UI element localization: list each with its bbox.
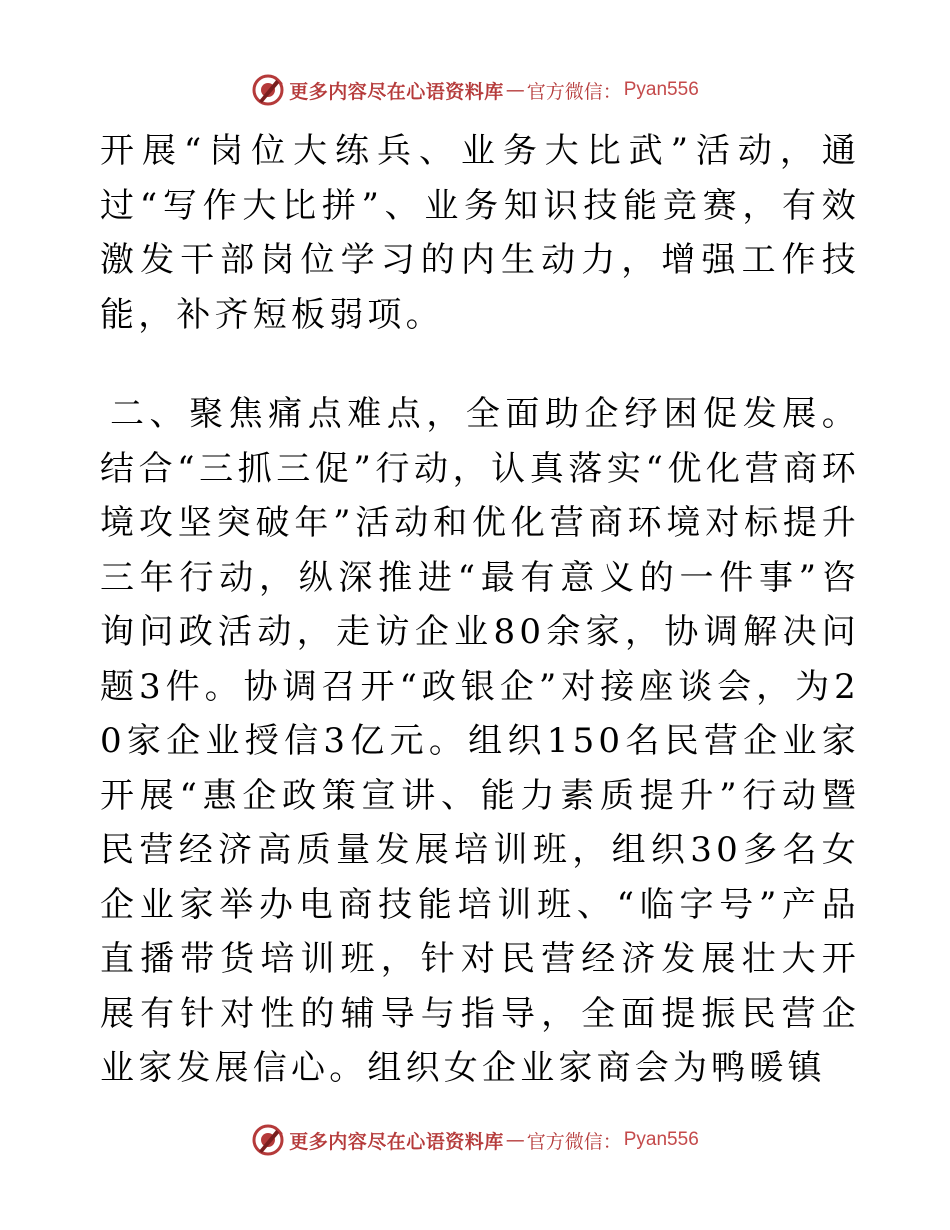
watermark-footer	[0, 1120, 950, 1160]
document-body	[100, 124, 860, 1096]
quill-seal-icon	[251, 1123, 285, 1157]
watermark-wechat-id: Pyan556	[623, 79, 699, 100]
watermark-wechat-id: Pyan556	[623, 1129, 699, 1150]
paragraph-1: 开展“岗位大练兵、业务大比武”活动，通过“写作大比拼”、业务知识技能竞赛，有效激发干部岗位学习的内生动力，增强工作技能，补齐短板弱项。	[100, 131, 860, 335]
paragraph-2: 二、聚焦痛点难点，全面助企纾困促发展。结合“三抓三促”行动，认真落实“优化营商环境攻坚突破年”活动和优化营商环境对标提升三年行动，纵深推进“最有意义的一件事”咨询问政活动，走访企业80余家，协调解决问题3件。协调召开“政银企”对接座谈会，为20家企业授信3亿元。组织150名民营企业家开展“惠企政策宣讲、能力素质提升”行动暨民营经济高质量发展培训班，组织30多名女企业家举办电商技能培训班、“临字号”产品直播带货培训班，针对民营经济发展壮大开展有针对性的辅导与指导，全面提振民营企业家发展信心。组织女企业家商会为鸭暖镇	[100, 394, 860, 1088]
watermark-dash: —	[505, 79, 525, 101]
watermark-text: 更多内容尽在心语资料库	[289, 80, 504, 103]
watermark-header	[0, 70, 950, 110]
watermark-wechat-label: 官方微信：	[526, 1130, 622, 1153]
watermark-text: 更多内容尽在心语资料库	[289, 1130, 504, 1153]
watermark-wechat-label: 官方微信：	[526, 80, 622, 103]
quill-seal-icon	[251, 73, 285, 107]
watermark-dash: —	[505, 1129, 525, 1151]
